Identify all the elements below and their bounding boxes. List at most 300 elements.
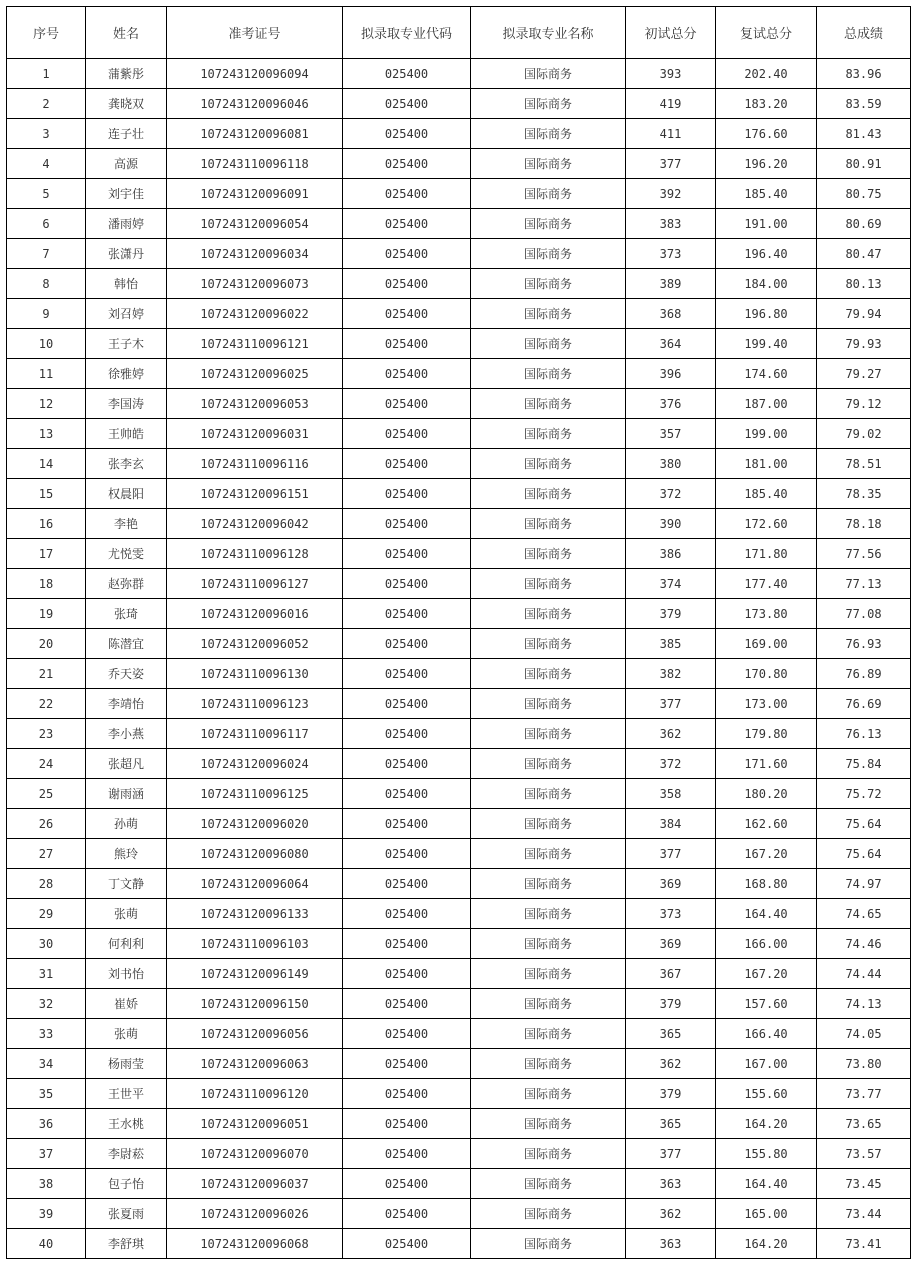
cell-retest-score: 166.00 <box>716 929 817 959</box>
cell-seq: 21 <box>7 659 86 689</box>
cell-seq: 13 <box>7 419 86 449</box>
cell-retest-score: 162.60 <box>716 809 817 839</box>
cell-retest-score: 170.80 <box>716 659 817 689</box>
cell-major-code: 025400 <box>343 449 471 479</box>
cell-major-name: 国际商务 <box>471 899 626 929</box>
cell-name: 何利利 <box>86 929 167 959</box>
cell-total-score: 75.64 <box>817 839 911 869</box>
cell-initial-score: 379 <box>626 989 716 1019</box>
cell-total-score: 76.13 <box>817 719 911 749</box>
cell-major-code: 025400 <box>343 779 471 809</box>
cell-retest-score: 179.80 <box>716 719 817 749</box>
cell-exam-id: 107243110096130 <box>167 659 343 689</box>
cell-retest-score: 199.40 <box>716 329 817 359</box>
cell-initial-score: 411 <box>626 119 716 149</box>
cell-major-name: 国际商务 <box>471 839 626 869</box>
table-row <box>7 989 911 1019</box>
cell-initial-score: 376 <box>626 389 716 419</box>
header-row <box>7 7 911 59</box>
cell-total-score: 73.44 <box>817 1199 911 1229</box>
table-row <box>7 1079 911 1109</box>
cell-exam-id: 107243110096128 <box>167 539 343 569</box>
cell-initial-score: 363 <box>626 1169 716 1199</box>
cell-retest-score: 185.40 <box>716 179 817 209</box>
cell-retest-score: 176.60 <box>716 119 817 149</box>
cell-seq: 1 <box>7 59 86 89</box>
cell-exam-id: 107243120096051 <box>167 1109 343 1139</box>
cell-major-code: 025400 <box>343 299 471 329</box>
cell-major-name: 国际商务 <box>471 149 626 179</box>
cell-exam-id: 107243120096149 <box>167 959 343 989</box>
cell-initial-score: 369 <box>626 869 716 899</box>
cell-seq: 14 <box>7 449 86 479</box>
cell-exam-id: 107243120096133 <box>167 899 343 929</box>
cell-total-score: 74.97 <box>817 869 911 899</box>
header-seq: 序号 <box>7 7 86 59</box>
cell-major-code: 025400 <box>343 359 471 389</box>
table-header <box>7 7 911 59</box>
header-retest-score: 复试总分 <box>716 7 817 59</box>
cell-name: 李艳 <box>86 509 167 539</box>
cell-exam-id: 107243120096034 <box>167 239 343 269</box>
cell-exam-id: 107243110096118 <box>167 149 343 179</box>
cell-total-score: 74.05 <box>817 1019 911 1049</box>
cell-major-name: 国际商务 <box>471 1049 626 1079</box>
cell-major-code: 025400 <box>343 269 471 299</box>
cell-name: 徐雅婷 <box>86 359 167 389</box>
cell-major-name: 国际商务 <box>471 809 626 839</box>
cell-exam-id: 107243120096150 <box>167 989 343 1019</box>
cell-initial-score: 379 <box>626 599 716 629</box>
cell-exam-id: 107243120096091 <box>167 179 343 209</box>
cell-initial-score: 392 <box>626 179 716 209</box>
table-row <box>7 1169 911 1199</box>
cell-major-name: 国际商务 <box>471 419 626 449</box>
cell-name: 张琦 <box>86 599 167 629</box>
cell-major-code: 025400 <box>343 869 471 899</box>
cell-exam-id: 107243120096073 <box>167 269 343 299</box>
cell-exam-id: 107243110096125 <box>167 779 343 809</box>
cell-retest-score: 191.00 <box>716 209 817 239</box>
cell-name: 刘宇佳 <box>86 179 167 209</box>
cell-major-code: 025400 <box>343 59 471 89</box>
table-row <box>7 539 911 569</box>
cell-seq: 32 <box>7 989 86 1019</box>
cell-seq: 30 <box>7 929 86 959</box>
cell-total-score: 74.46 <box>817 929 911 959</box>
header-major-name: 拟录取专业名称 <box>471 7 626 59</box>
cell-total-score: 80.91 <box>817 149 911 179</box>
cell-retest-score: 155.80 <box>716 1139 817 1169</box>
cell-seq: 4 <box>7 149 86 179</box>
cell-total-score: 80.69 <box>817 209 911 239</box>
cell-exam-id: 107243110096123 <box>167 689 343 719</box>
cell-retest-score: 165.00 <box>716 1199 817 1229</box>
cell-total-score: 75.84 <box>817 749 911 779</box>
cell-seq: 11 <box>7 359 86 389</box>
cell-name: 王水桃 <box>86 1109 167 1139</box>
table-row <box>7 509 911 539</box>
cell-major-name: 国际商务 <box>471 719 626 749</box>
cell-retest-score: 177.40 <box>716 569 817 599</box>
cell-exam-id: 107243120096052 <box>167 629 343 659</box>
cell-major-code: 025400 <box>343 119 471 149</box>
cell-total-score: 74.65 <box>817 899 911 929</box>
cell-total-score: 80.47 <box>817 239 911 269</box>
cell-seq: 33 <box>7 1019 86 1049</box>
table-row <box>7 779 911 809</box>
cell-seq: 8 <box>7 269 86 299</box>
cell-retest-score: 196.80 <box>716 299 817 329</box>
cell-retest-score: 202.40 <box>716 59 817 89</box>
cell-major-name: 国际商务 <box>471 1139 626 1169</box>
table-row <box>7 1139 911 1169</box>
cell-total-score: 80.13 <box>817 269 911 299</box>
cell-name: 王子木 <box>86 329 167 359</box>
cell-retest-score: 183.20 <box>716 89 817 119</box>
table-row <box>7 899 911 929</box>
cell-exam-id: 107243110096117 <box>167 719 343 749</box>
table-row <box>7 959 911 989</box>
cell-name: 龚晓双 <box>86 89 167 119</box>
cell-major-name: 国际商务 <box>471 569 626 599</box>
cell-exam-id: 107243120096068 <box>167 1229 343 1259</box>
cell-name: 张萌 <box>86 1019 167 1049</box>
table-row <box>7 629 911 659</box>
cell-major-name: 国际商务 <box>471 389 626 419</box>
cell-name: 王帅皓 <box>86 419 167 449</box>
cell-major-code: 025400 <box>343 149 471 179</box>
table-row <box>7 599 911 629</box>
cell-major-name: 国际商务 <box>471 479 626 509</box>
cell-major-code: 025400 <box>343 509 471 539</box>
cell-name: 陈潜宜 <box>86 629 167 659</box>
cell-initial-score: 373 <box>626 899 716 929</box>
cell-total-score: 79.93 <box>817 329 911 359</box>
cell-major-name: 国际商务 <box>471 1199 626 1229</box>
cell-major-name: 国际商务 <box>471 269 626 299</box>
cell-exam-id: 107243120096042 <box>167 509 343 539</box>
cell-retest-score: 164.40 <box>716 1169 817 1199</box>
table-row <box>7 1199 911 1229</box>
cell-major-name: 国际商务 <box>471 959 626 989</box>
cell-name: 潘雨婷 <box>86 209 167 239</box>
cell-name: 李尉菘 <box>86 1139 167 1169</box>
cell-total-score: 78.18 <box>817 509 911 539</box>
cell-initial-score: 383 <box>626 209 716 239</box>
cell-seq: 36 <box>7 1109 86 1139</box>
table-row <box>7 239 911 269</box>
cell-major-code: 025400 <box>343 1109 471 1139</box>
cell-seq: 40 <box>7 1229 86 1259</box>
cell-major-name: 国际商务 <box>471 89 626 119</box>
cell-major-code: 025400 <box>343 899 471 929</box>
cell-name: 王世平 <box>86 1079 167 1109</box>
cell-retest-score: 199.00 <box>716 419 817 449</box>
cell-name: 李小燕 <box>86 719 167 749</box>
cell-retest-score: 172.60 <box>716 509 817 539</box>
cell-exam-id: 107243110096120 <box>167 1079 343 1109</box>
cell-initial-score: 369 <box>626 929 716 959</box>
cell-major-code: 025400 <box>343 719 471 749</box>
cell-exam-id: 107243120096054 <box>167 209 343 239</box>
cell-major-name: 国际商务 <box>471 509 626 539</box>
cell-major-code: 025400 <box>343 1019 471 1049</box>
cell-retest-score: 196.20 <box>716 149 817 179</box>
cell-seq: 7 <box>7 239 86 269</box>
header-total-score: 总成绩 <box>817 7 911 59</box>
cell-exam-id: 107243120096070 <box>167 1139 343 1169</box>
table-row <box>7 749 911 779</box>
cell-major-name: 国际商务 <box>471 629 626 659</box>
cell-major-name: 国际商务 <box>471 689 626 719</box>
cell-total-score: 79.94 <box>817 299 911 329</box>
cell-major-code: 025400 <box>343 179 471 209</box>
table-row <box>7 1109 911 1139</box>
cell-major-code: 025400 <box>343 1079 471 1109</box>
header-name: 姓名 <box>86 7 167 59</box>
cell-major-name: 国际商务 <box>471 1109 626 1139</box>
cell-seq: 18 <box>7 569 86 599</box>
cell-initial-score: 380 <box>626 449 716 479</box>
cell-initial-score: 365 <box>626 1109 716 1139</box>
cell-major-code: 025400 <box>343 1229 471 1259</box>
table-row <box>7 149 911 179</box>
table-row <box>7 119 911 149</box>
cell-major-code: 025400 <box>343 599 471 629</box>
cell-retest-score: 168.80 <box>716 869 817 899</box>
cell-retest-score: 167.20 <box>716 839 817 869</box>
cell-name: 李国涛 <box>86 389 167 419</box>
cell-retest-score: 169.00 <box>716 629 817 659</box>
table-row <box>7 869 911 899</box>
cell-initial-score: 362 <box>626 1199 716 1229</box>
cell-initial-score: 377 <box>626 839 716 869</box>
cell-major-code: 025400 <box>343 659 471 689</box>
cell-major-name: 国际商务 <box>471 1079 626 1109</box>
cell-total-score: 78.35 <box>817 479 911 509</box>
cell-retest-score: 174.60 <box>716 359 817 389</box>
cell-major-name: 国际商务 <box>471 599 626 629</box>
cell-retest-score: 196.40 <box>716 239 817 269</box>
cell-total-score: 83.59 <box>817 89 911 119</box>
cell-initial-score: 357 <box>626 419 716 449</box>
cell-major-code: 025400 <box>343 689 471 719</box>
cell-major-name: 国际商务 <box>471 359 626 389</box>
cell-name: 崔娇 <box>86 989 167 1019</box>
cell-name: 韩怡 <box>86 269 167 299</box>
cell-major-code: 025400 <box>343 839 471 869</box>
cell-total-score: 79.27 <box>817 359 911 389</box>
cell-total-score: 77.56 <box>817 539 911 569</box>
cell-name: 包子怡 <box>86 1169 167 1199</box>
table-row <box>7 689 911 719</box>
cell-retest-score: 180.20 <box>716 779 817 809</box>
cell-total-score: 73.57 <box>817 1139 911 1169</box>
cell-major-code: 025400 <box>343 749 471 779</box>
cell-initial-score: 377 <box>626 1139 716 1169</box>
cell-initial-score: 367 <box>626 959 716 989</box>
cell-total-score: 79.02 <box>817 419 911 449</box>
cell-major-name: 国际商务 <box>471 209 626 239</box>
cell-total-score: 75.64 <box>817 809 911 839</box>
cell-exam-id: 107243120096056 <box>167 1019 343 1049</box>
cell-initial-score: 364 <box>626 329 716 359</box>
cell-total-score: 76.93 <box>817 629 911 659</box>
cell-major-name: 国际商务 <box>471 1229 626 1259</box>
cell-seq: 35 <box>7 1079 86 1109</box>
cell-total-score: 81.43 <box>817 119 911 149</box>
cell-seq: 17 <box>7 539 86 569</box>
cell-total-score: 73.77 <box>817 1079 911 1109</box>
table-row <box>7 1049 911 1079</box>
cell-major-name: 国际商务 <box>471 749 626 779</box>
cell-name: 刘书怡 <box>86 959 167 989</box>
cell-seq: 25 <box>7 779 86 809</box>
cell-retest-score: 187.00 <box>716 389 817 419</box>
cell-exam-id: 107243120096037 <box>167 1169 343 1199</box>
cell-name: 尤悦雯 <box>86 539 167 569</box>
header-exam-id: 准考证号 <box>167 7 343 59</box>
cell-major-name: 国际商务 <box>471 989 626 1019</box>
cell-total-score: 79.12 <box>817 389 911 419</box>
table-row <box>7 809 911 839</box>
cell-exam-id: 107243120096024 <box>167 749 343 779</box>
cell-exam-id: 107243120096031 <box>167 419 343 449</box>
cell-initial-score: 389 <box>626 269 716 299</box>
cell-seq: 26 <box>7 809 86 839</box>
cell-exam-id: 107243120096016 <box>167 599 343 629</box>
cell-major-name: 国际商务 <box>471 539 626 569</box>
cell-total-score: 75.72 <box>817 779 911 809</box>
cell-seq: 3 <box>7 119 86 149</box>
admission-results-table <box>6 6 911 1259</box>
cell-major-name: 国际商务 <box>471 449 626 479</box>
cell-total-score: 83.96 <box>817 59 911 89</box>
cell-exam-id: 107243110096127 <box>167 569 343 599</box>
cell-total-score: 73.80 <box>817 1049 911 1079</box>
cell-exam-id: 107243120096063 <box>167 1049 343 1079</box>
cell-major-code: 025400 <box>343 929 471 959</box>
cell-seq: 2 <box>7 89 86 119</box>
table-row <box>7 839 911 869</box>
cell-seq: 37 <box>7 1139 86 1169</box>
cell-major-name: 国际商务 <box>471 299 626 329</box>
cell-initial-score: 372 <box>626 749 716 779</box>
cell-initial-score: 390 <box>626 509 716 539</box>
cell-major-code: 025400 <box>343 959 471 989</box>
cell-retest-score: 164.40 <box>716 899 817 929</box>
cell-exam-id: 107243120096064 <box>167 869 343 899</box>
cell-initial-score: 373 <box>626 239 716 269</box>
cell-major-code: 025400 <box>343 1169 471 1199</box>
cell-total-score: 78.51 <box>817 449 911 479</box>
cell-retest-score: 155.60 <box>716 1079 817 1109</box>
cell-name: 连子壮 <box>86 119 167 149</box>
cell-major-code: 025400 <box>343 569 471 599</box>
header-initial-score: 初试总分 <box>626 7 716 59</box>
cell-seq: 28 <box>7 869 86 899</box>
cell-initial-score: 377 <box>626 689 716 719</box>
cell-initial-score: 358 <box>626 779 716 809</box>
cell-retest-score: 171.60 <box>716 749 817 779</box>
cell-total-score: 74.13 <box>817 989 911 1019</box>
cell-major-name: 国际商务 <box>471 329 626 359</box>
cell-exam-id: 107243120096053 <box>167 389 343 419</box>
cell-total-score: 74.44 <box>817 959 911 989</box>
cell-major-code: 025400 <box>343 809 471 839</box>
cell-seq: 29 <box>7 899 86 929</box>
cell-retest-score: 164.20 <box>716 1109 817 1139</box>
cell-exam-id: 107243110096103 <box>167 929 343 959</box>
cell-seq: 23 <box>7 719 86 749</box>
table-row <box>7 419 911 449</box>
table-row <box>7 449 911 479</box>
cell-seq: 39 <box>7 1199 86 1229</box>
cell-name: 李舒琪 <box>86 1229 167 1259</box>
cell-retest-score: 181.00 <box>716 449 817 479</box>
cell-major-name: 国际商务 <box>471 1019 626 1049</box>
cell-major-name: 国际商务 <box>471 59 626 89</box>
table-body <box>7 59 911 1259</box>
cell-major-name: 国际商务 <box>471 119 626 149</box>
cell-seq: 31 <box>7 959 86 989</box>
cell-name: 权晨阳 <box>86 479 167 509</box>
cell-name: 刘召婷 <box>86 299 167 329</box>
cell-initial-score: 396 <box>626 359 716 389</box>
cell-name: 高源 <box>86 149 167 179</box>
cell-initial-score: 419 <box>626 89 716 119</box>
cell-major-code: 025400 <box>343 539 471 569</box>
cell-exam-id: 107243110096116 <box>167 449 343 479</box>
cell-name: 谢雨涵 <box>86 779 167 809</box>
cell-name: 蒲紫彤 <box>86 59 167 89</box>
table-row <box>7 659 911 689</box>
cell-major-name: 国际商务 <box>471 1169 626 1199</box>
cell-total-score: 76.69 <box>817 689 911 719</box>
cell-exam-id: 107243120096081 <box>167 119 343 149</box>
cell-major-name: 国际商务 <box>471 869 626 899</box>
cell-retest-score: 167.00 <box>716 1049 817 1079</box>
cell-major-code: 025400 <box>343 1199 471 1229</box>
admission-results-sheet <box>6 6 910 1259</box>
cell-retest-score: 184.00 <box>716 269 817 299</box>
cell-exam-id: 107243120096151 <box>167 479 343 509</box>
cell-major-name: 国际商务 <box>471 929 626 959</box>
cell-total-score: 77.13 <box>817 569 911 599</box>
cell-retest-score: 166.40 <box>716 1019 817 1049</box>
cell-initial-score: 372 <box>626 479 716 509</box>
cell-name: 赵弥群 <box>86 569 167 599</box>
cell-retest-score: 173.00 <box>716 689 817 719</box>
cell-major-code: 025400 <box>343 239 471 269</box>
table-row <box>7 569 911 599</box>
cell-exam-id: 107243120096046 <box>167 89 343 119</box>
cell-initial-score: 384 <box>626 809 716 839</box>
cell-name: 张李玄 <box>86 449 167 479</box>
cell-name: 李靖怡 <box>86 689 167 719</box>
cell-seq: 12 <box>7 389 86 419</box>
cell-initial-score: 382 <box>626 659 716 689</box>
cell-name: 张超凡 <box>86 749 167 779</box>
cell-major-name: 国际商务 <box>471 179 626 209</box>
cell-exam-id: 107243110096121 <box>167 329 343 359</box>
cell-seq: 15 <box>7 479 86 509</box>
cell-total-score: 73.45 <box>817 1169 911 1199</box>
cell-major-code: 025400 <box>343 209 471 239</box>
cell-total-score: 73.41 <box>817 1229 911 1259</box>
cell-major-code: 025400 <box>343 1049 471 1079</box>
